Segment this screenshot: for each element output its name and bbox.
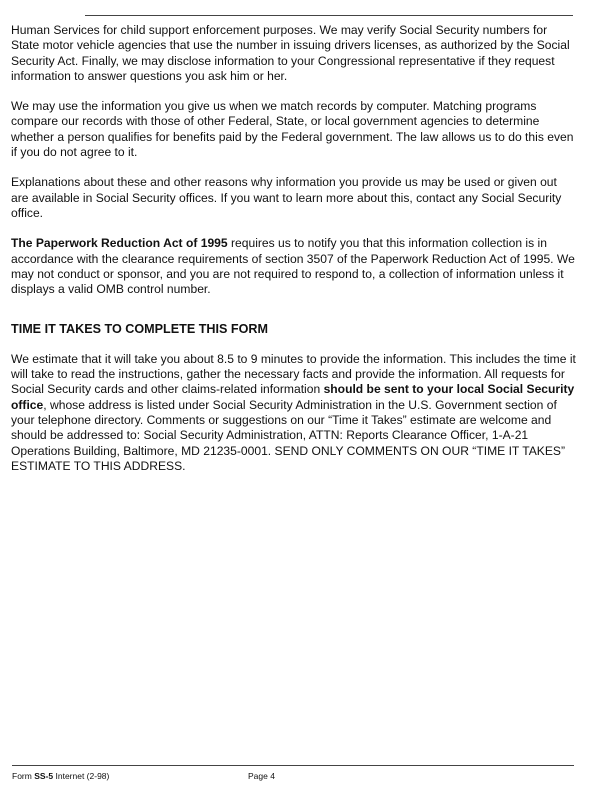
form-id: SS-5 <box>34 771 54 781</box>
top-rule <box>85 15 573 16</box>
paragraph-matching: We may use the information you give us when we match records by computer. Matching programs compare our records with those of other Federal, State, or local government agencies to determine whether a person qualifies for benefits paid by the Federal government. The law allows us to do this even if you do not agree to it. <box>11 99 574 160</box>
form-prefix: Form <box>12 771 32 781</box>
section-heading: TIME IT TAKES TO COMPLETE THIS FORM <box>11 322 269 337</box>
time-estimate-text-2: , whose address is listed under Social Security Administration in the U.S. Government section of your telephone directory. Comments or suggestions on our “Time it Takes” estimate are welcome and should be addressed to: Social Security Administration, ATTN: Reports Clearance Officer, 1-A-21 Operations Building, Baltimore, MD 21235-0001. SEND ONLY COMMENTS ON OUR “TIME IT TAKES” ESTIMATE TO THIS ADDRESS. <box>11 397 566 473</box>
form-suffix: Internet (2-98) <box>55 771 110 781</box>
document-body <box>11 23 577 489</box>
paperwork-act-title: The Paperwork Reduction Act of 1995 <box>11 236 228 251</box>
bottom-rule <box>12 765 574 766</box>
time-estimate-bold: should be sent to your local Social Security office <box>11 382 575 412</box>
paragraph-paperwork-act <box>11 236 577 297</box>
paragraph-explanations: Explanations about these and other reasons why information you provide us may be used or given out are available in Social Security offices. If you want to learn more about this, contact any Social Security office. <box>11 175 562 220</box>
paragraph-disclosure: Human Services for child support enforcement purposes. We may verify Social Security numbers for State motor vehicle agencies that use the number in issuing drivers licenses, as authorized by the Social Security Act. Finally, we may disclose information to your Congressional representative if they request information to answer questions you ask him or her. <box>11 23 570 83</box>
paragraph-time-estimate <box>11 352 577 474</box>
paperwork-act-text: requires us to notify you that this information collection is in accordance with the clearance requirements of section 3507 of the Paperwork Reduction Act of 1995. We may not conduct or sponsor, and you are not required to respond to, a collection of information unless it displays a valid OMB control number. <box>11 236 575 297</box>
time-estimate-text-1: We estimate that it will take you about 8.5 to 9 minutes to provide the information. This includes the time it will take to read the instructions, gather the necessary facts and provide the information. All requests for Social Security cards and other claims-related information <box>11 351 576 397</box>
page-number: Page 4 <box>248 771 275 781</box>
form-identifier <box>12 771 109 781</box>
